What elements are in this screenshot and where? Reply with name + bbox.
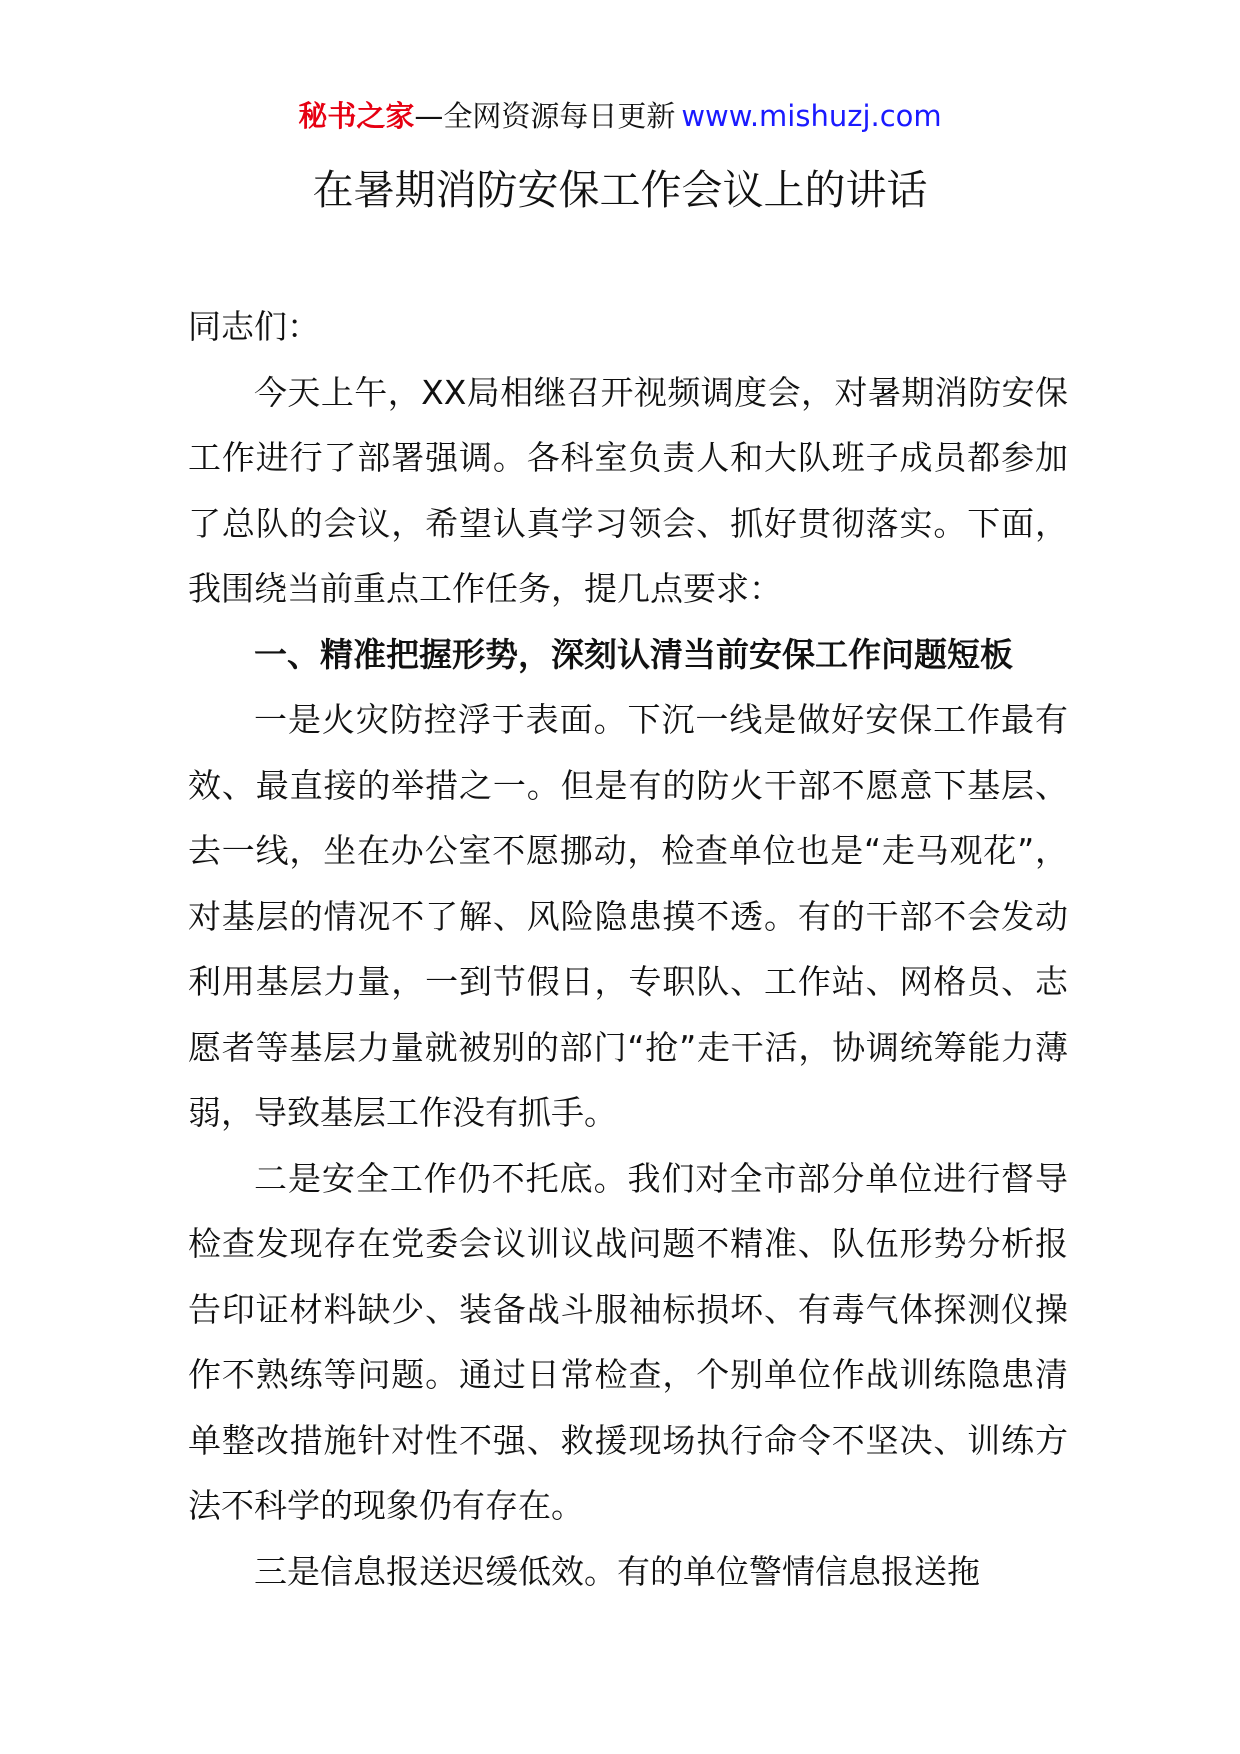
section-heading: 一、精准把握形势，深刻认清当前安保工作问题短板 [254,634,1013,674]
body-paragraph: 三是信息报送迟缓低效。有的单位警情信息报送拖 [254,1551,980,1591]
salutation: 同志们： [188,307,320,346]
brand-name: 秘书之家 [298,99,415,133]
document-title: 在暑期消防安保工作会议上的讲话 [312,166,928,214]
site-banner [0,96,1240,136]
banner-tagline: —全网资源每日更新 [414,99,676,133]
document-body [188,294,1068,1604]
body-paragraph: 二是安全工作仍不托底。我们对全市部分单位进行督导检查发现存在党委会议训议战问题不精准、队伍形势分析报告印证材料缺少、装备战斗服袖标损坏、有毒气体探测仪操作不熟练等问题。通过日常检查，个别单位作战训练隐患清单整改措施针对性不强、救援现场执行命令不坚决、训练方法不科学的现象仍有存在。 [188,1158,1068,1525]
body-paragraph: 一是火灾防控浮于表面。下沉一线是做好安保工作最有效、最直接的举措之一。但是有的防火干部不愿意下基层、去一线，坐在办公室不愿挪动，检查单位也是“走马观花”，对基层的情况不了解、风险隐患摸不透。有的干部不会发动利用基层力量，一到节假日，专职队、工作站、网格员、志愿者等基层力量就被别的部门“抢”走干活，协调统筹能力薄弱，导致基层工作没有抓手。 [188,700,1068,1132]
body-paragraph: 今天上午，XX局相继召开视频调度会，对暑期消防安保工作进行了部署强调。各科室负责人和大队班子成员都参加了总队的会议，希望认真学习领会、抓好贯彻落实。下面，我围绕当前重点工作任务，提几点要求： [188,372,1068,608]
site-url-link[interactable]: www.mishuzj.com [681,99,942,133]
